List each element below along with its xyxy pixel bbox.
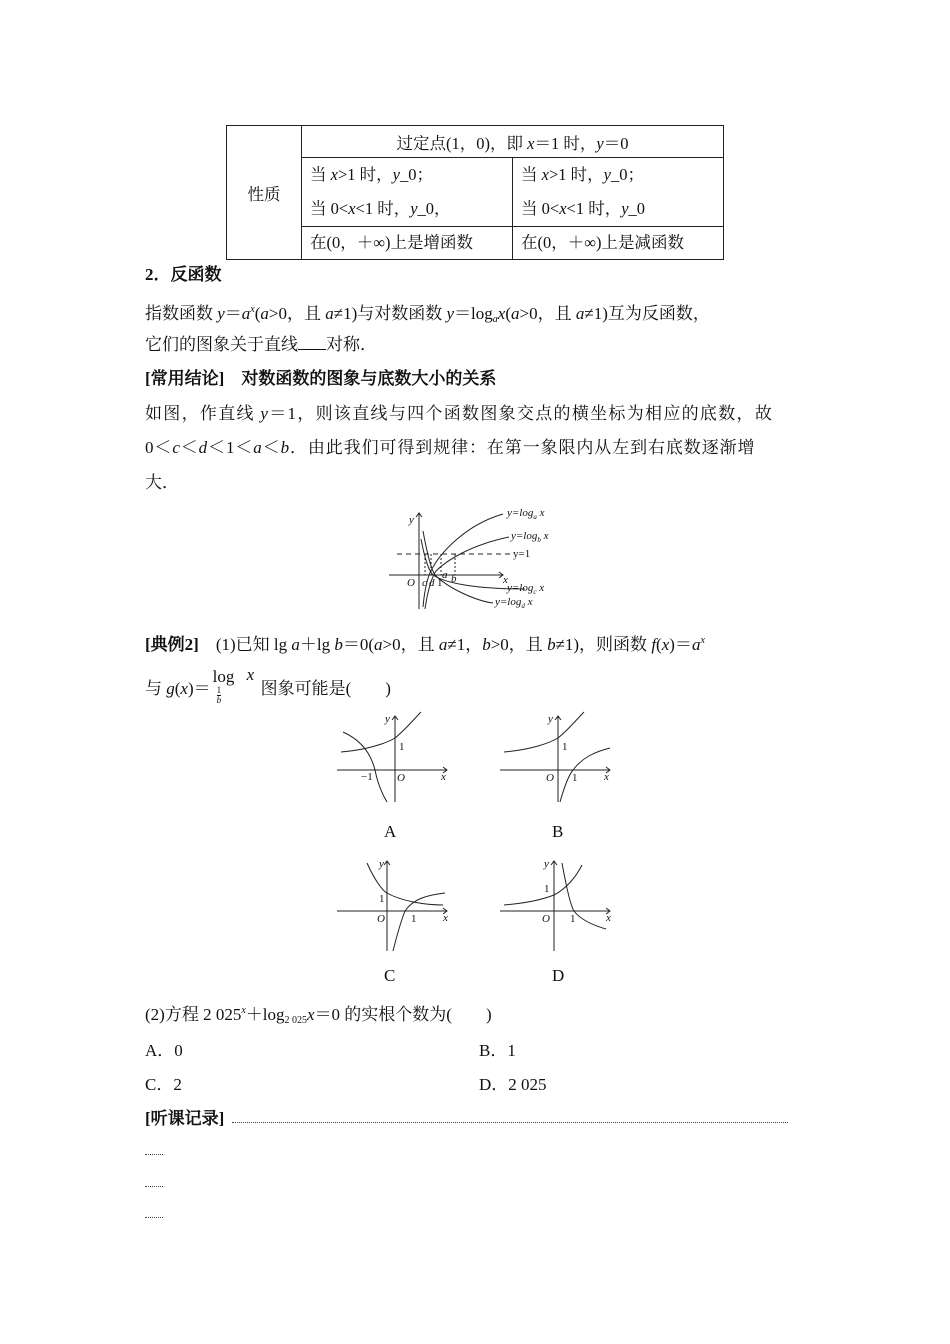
svg-text:O: O xyxy=(377,913,385,925)
svg-text:c: c xyxy=(422,577,427,589)
increasing-function-cell: 在(0，＋∞)上是增函数 xyxy=(302,227,513,260)
svg-text:x: x xyxy=(441,771,446,783)
conclusion-line1: 如图，作直线 y＝1，则该直线与四个函数图象交点的横坐标为相应的底数，故 xyxy=(145,404,774,423)
svg-text:1: 1 xyxy=(411,913,417,925)
log-base-figure xyxy=(385,505,575,615)
svg-text:b: b xyxy=(451,573,457,585)
fixed-point-cell: 过定点(1，0)，即 x＝1 时，y＝0 xyxy=(302,126,724,158)
svg-text:x: x xyxy=(604,771,609,783)
section-heading: 2．反函数 xyxy=(145,265,222,284)
svg-text:y: y xyxy=(409,514,414,526)
label-log-c: $y=\log_c$ x xyxy=(507,582,545,596)
svg-text:y: y xyxy=(544,858,549,870)
svg-text:O: O xyxy=(546,772,554,784)
option-label-d: D xyxy=(552,966,565,985)
svg-text:1: 1 xyxy=(570,913,576,925)
graph-option-b xyxy=(498,710,623,805)
option-label-c: C xyxy=(384,966,396,985)
svg-text:d: d xyxy=(429,577,435,589)
increasing-case-cell: 当 x>1 时，y_0； 当 0<x<1 时，y_0， xyxy=(302,158,513,227)
row-label: 性质 xyxy=(227,126,302,260)
svg-text:x: x xyxy=(503,574,508,586)
label-y1: y=1 xyxy=(513,548,531,560)
graph-option-a xyxy=(335,710,460,805)
svg-text:−1: −1 xyxy=(361,771,373,783)
svg-text:y: y xyxy=(379,858,384,870)
option-label-a: A xyxy=(384,822,397,841)
choice-d[interactable]: D．2 025 xyxy=(479,1075,547,1094)
svg-text:O: O xyxy=(407,577,415,589)
choice-a[interactable]: A．0 xyxy=(145,1041,183,1060)
notes-line-2[interactable] xyxy=(145,1154,163,1155)
svg-text:y: y xyxy=(548,713,553,725)
notes-line-3[interactable] xyxy=(145,1186,163,1187)
example-part1-line2: 与 g(x)＝ log 1 b x 图象可能是( ) xyxy=(145,665,391,705)
svg-text:O: O xyxy=(542,913,550,925)
conclusion-heading: [常用结论] 对数函数的图象与底数大小的关系 xyxy=(145,369,497,388)
properties-table xyxy=(226,125,724,260)
svg-text:a: a xyxy=(442,569,448,581)
label-log-d: $y=\log_d$ x xyxy=(495,596,533,610)
graph-option-d xyxy=(498,855,623,955)
decreasing-case-cell: 当 x>1 时，y_0； 当 0<x<1 时，y_0 xyxy=(513,158,724,227)
graph-option-c xyxy=(335,855,460,955)
notes-line-1[interactable] xyxy=(232,1122,788,1123)
conclusion-line2: 0＜c＜d＜1＜a＜b．由此我们可得到规律：在第一象限内从左到右底数逐渐增 xyxy=(145,438,756,457)
svg-text:y: y xyxy=(385,713,390,725)
svg-text:1: 1 xyxy=(399,741,405,753)
svg-text:x: x xyxy=(606,912,611,924)
example-part1-line1: [典例2] (1)已知 lg a＋lg b＝0(a>0，且 a≠1，b>0，且 b≠1)，则函数 $f(x)=a^x$ xyxy=(145,635,705,654)
choice-c[interactable]: C．2 xyxy=(145,1075,182,1094)
svg-text:1: 1 xyxy=(562,741,568,753)
svg-text:O: O xyxy=(397,772,405,784)
svg-text:1: 1 xyxy=(379,893,385,905)
conclusion-line3: 大． xyxy=(145,473,179,492)
svg-text:1: 1 xyxy=(437,577,443,589)
svg-text:1: 1 xyxy=(544,883,550,895)
label-log-b: $y=\log_b$ x xyxy=(511,530,549,544)
svg-text:1: 1 xyxy=(572,772,578,784)
inverse-function-line2: 它们的图象关于直线 对称． xyxy=(145,335,377,354)
label-log-a: $y=\log_a$ x xyxy=(507,507,545,521)
example-part2: (2)方程 2 $025^x+\log_{2 025}x=0$ 的实根个数为( ) xyxy=(145,1005,492,1026)
notes-label: [听课记录] xyxy=(145,1109,225,1128)
notes-line-4[interactable] xyxy=(145,1217,163,1218)
svg-text:x: x xyxy=(443,912,448,924)
decreasing-function-cell: 在(0，＋∞)上是减函数 xyxy=(513,227,724,260)
choice-b[interactable]: B．1 xyxy=(479,1041,516,1060)
option-label-b: B xyxy=(552,822,564,841)
inverse-function-line1: 指数函数 $y=a^x(a>0$，且 a≠1)与对数函数 $y=\log_ax(a>0$，且 a≠1)互为反函数， xyxy=(145,304,710,325)
